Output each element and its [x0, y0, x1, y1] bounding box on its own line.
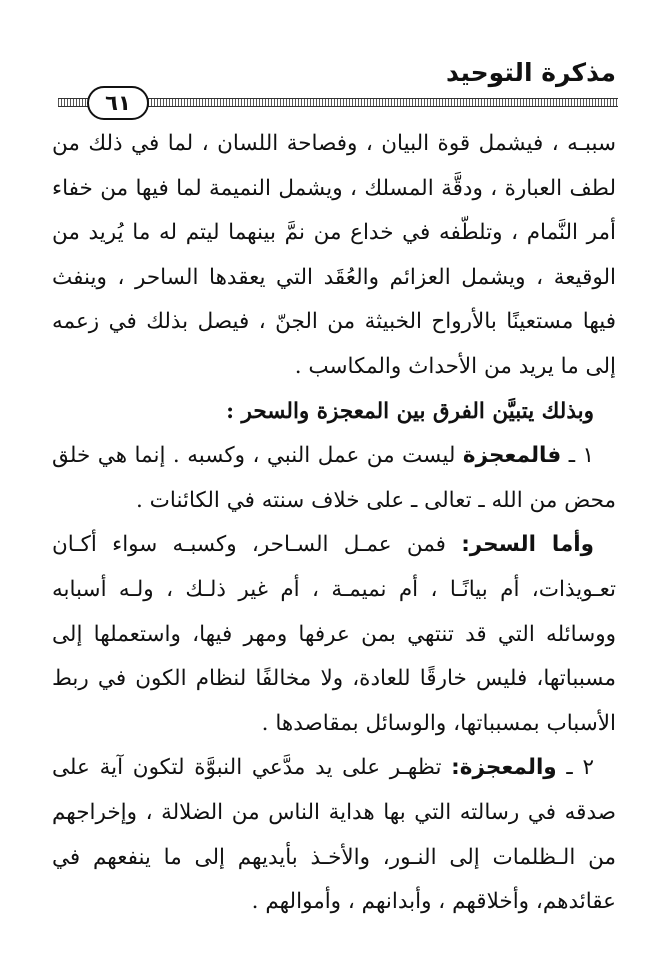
text-line-8-body: ليست من عمل النبي ، وكسبه . إنما هي خلق [52, 443, 456, 469]
text-line-8 [52, 434, 616, 479]
text-line-9: محض من الله ـ تعالى ـ على خلاف سنته في الكائنات . [136, 487, 616, 513]
text-line-13: مسبباتها، فليس خارقًا للعادة، ولا مخالفًا لنظام الكون في ربط [52, 666, 616, 692]
running-header-title: مذكرة التوحيد [446, 58, 616, 87]
text-line-11: تعـويذات، أم بيانًـا ، أم نميمـة ، أم غير ذلـك ، ولـه أسبابه [52, 576, 616, 602]
text-line-17: من الـظلمات إلى النـور، والأخـذ بأيديهم إلى ما ينفعهم في [52, 844, 616, 870]
text-line-4: الوقيعة ، ويشمل العزائم والعُقَد التي يعقدها الساحر ، وينفث [52, 264, 616, 290]
point-number-1: ١ ـ [568, 443, 595, 469]
text-line-16: صدقه في رسالته التي بها هداية الناس من الضلالة ، وإخراجهم [52, 799, 616, 825]
text-line-7-heading: وبذلك يتبيَّن الفرق بين المعجزة والسحر : [226, 398, 594, 424]
point-number-2: ٢ ـ [566, 755, 594, 781]
text-line-15-body: تظهـر على يد مدَّعي النبوَّة لتكون آية على [52, 755, 442, 781]
text-line-15 [52, 746, 616, 791]
page-number-badge: ٦١ [87, 86, 149, 120]
text-line-10-body: فمن عمـل السـاحر، وكسبـه سواء أكـان [52, 532, 446, 558]
text-line-1: سببـه ، فيشمل قوة البيان ، وفصاحة اللسان ، لما في ذلك من [52, 131, 616, 156]
text-line-3: أمر النَّمام ، وتلطّفه في خداع من نمَّ بينهما ليتم له ما يُريد من [52, 220, 616, 246]
text-line-12: ووسائله التي قد تنتهي بمن عرفها ومهر فيها، واستعملها إلى [52, 621, 616, 647]
text-line-14: الأسباب بمسبباتها، والوسائل بمقاصدها . [261, 710, 616, 736]
text-line-18: عقائدهم، وأخلاقهم ، وأبدانهم ، وأموالهم . [251, 889, 616, 915]
text-line-6: إلى ما يريد من الأحداث والمكاسب . [294, 353, 616, 379]
keyword-magic: وأما السحر: [461, 532, 594, 558]
text-line-10 [52, 523, 616, 568]
keyword-miracle: فالمعجزة [462, 443, 562, 469]
keyword-miracle-2: والمعجزة: [451, 755, 557, 781]
text-line-5: فيها مستعينًا بالأرواح الخبيثة من الجنّ ، فيصل بذلك في زعمه [52, 309, 616, 335]
body-text [52, 122, 616, 925]
text-line-2: لطف العبارة ، ودقَّة المسلك ، ويشمل النميمة لما فيها من خفاء [52, 175, 616, 201]
